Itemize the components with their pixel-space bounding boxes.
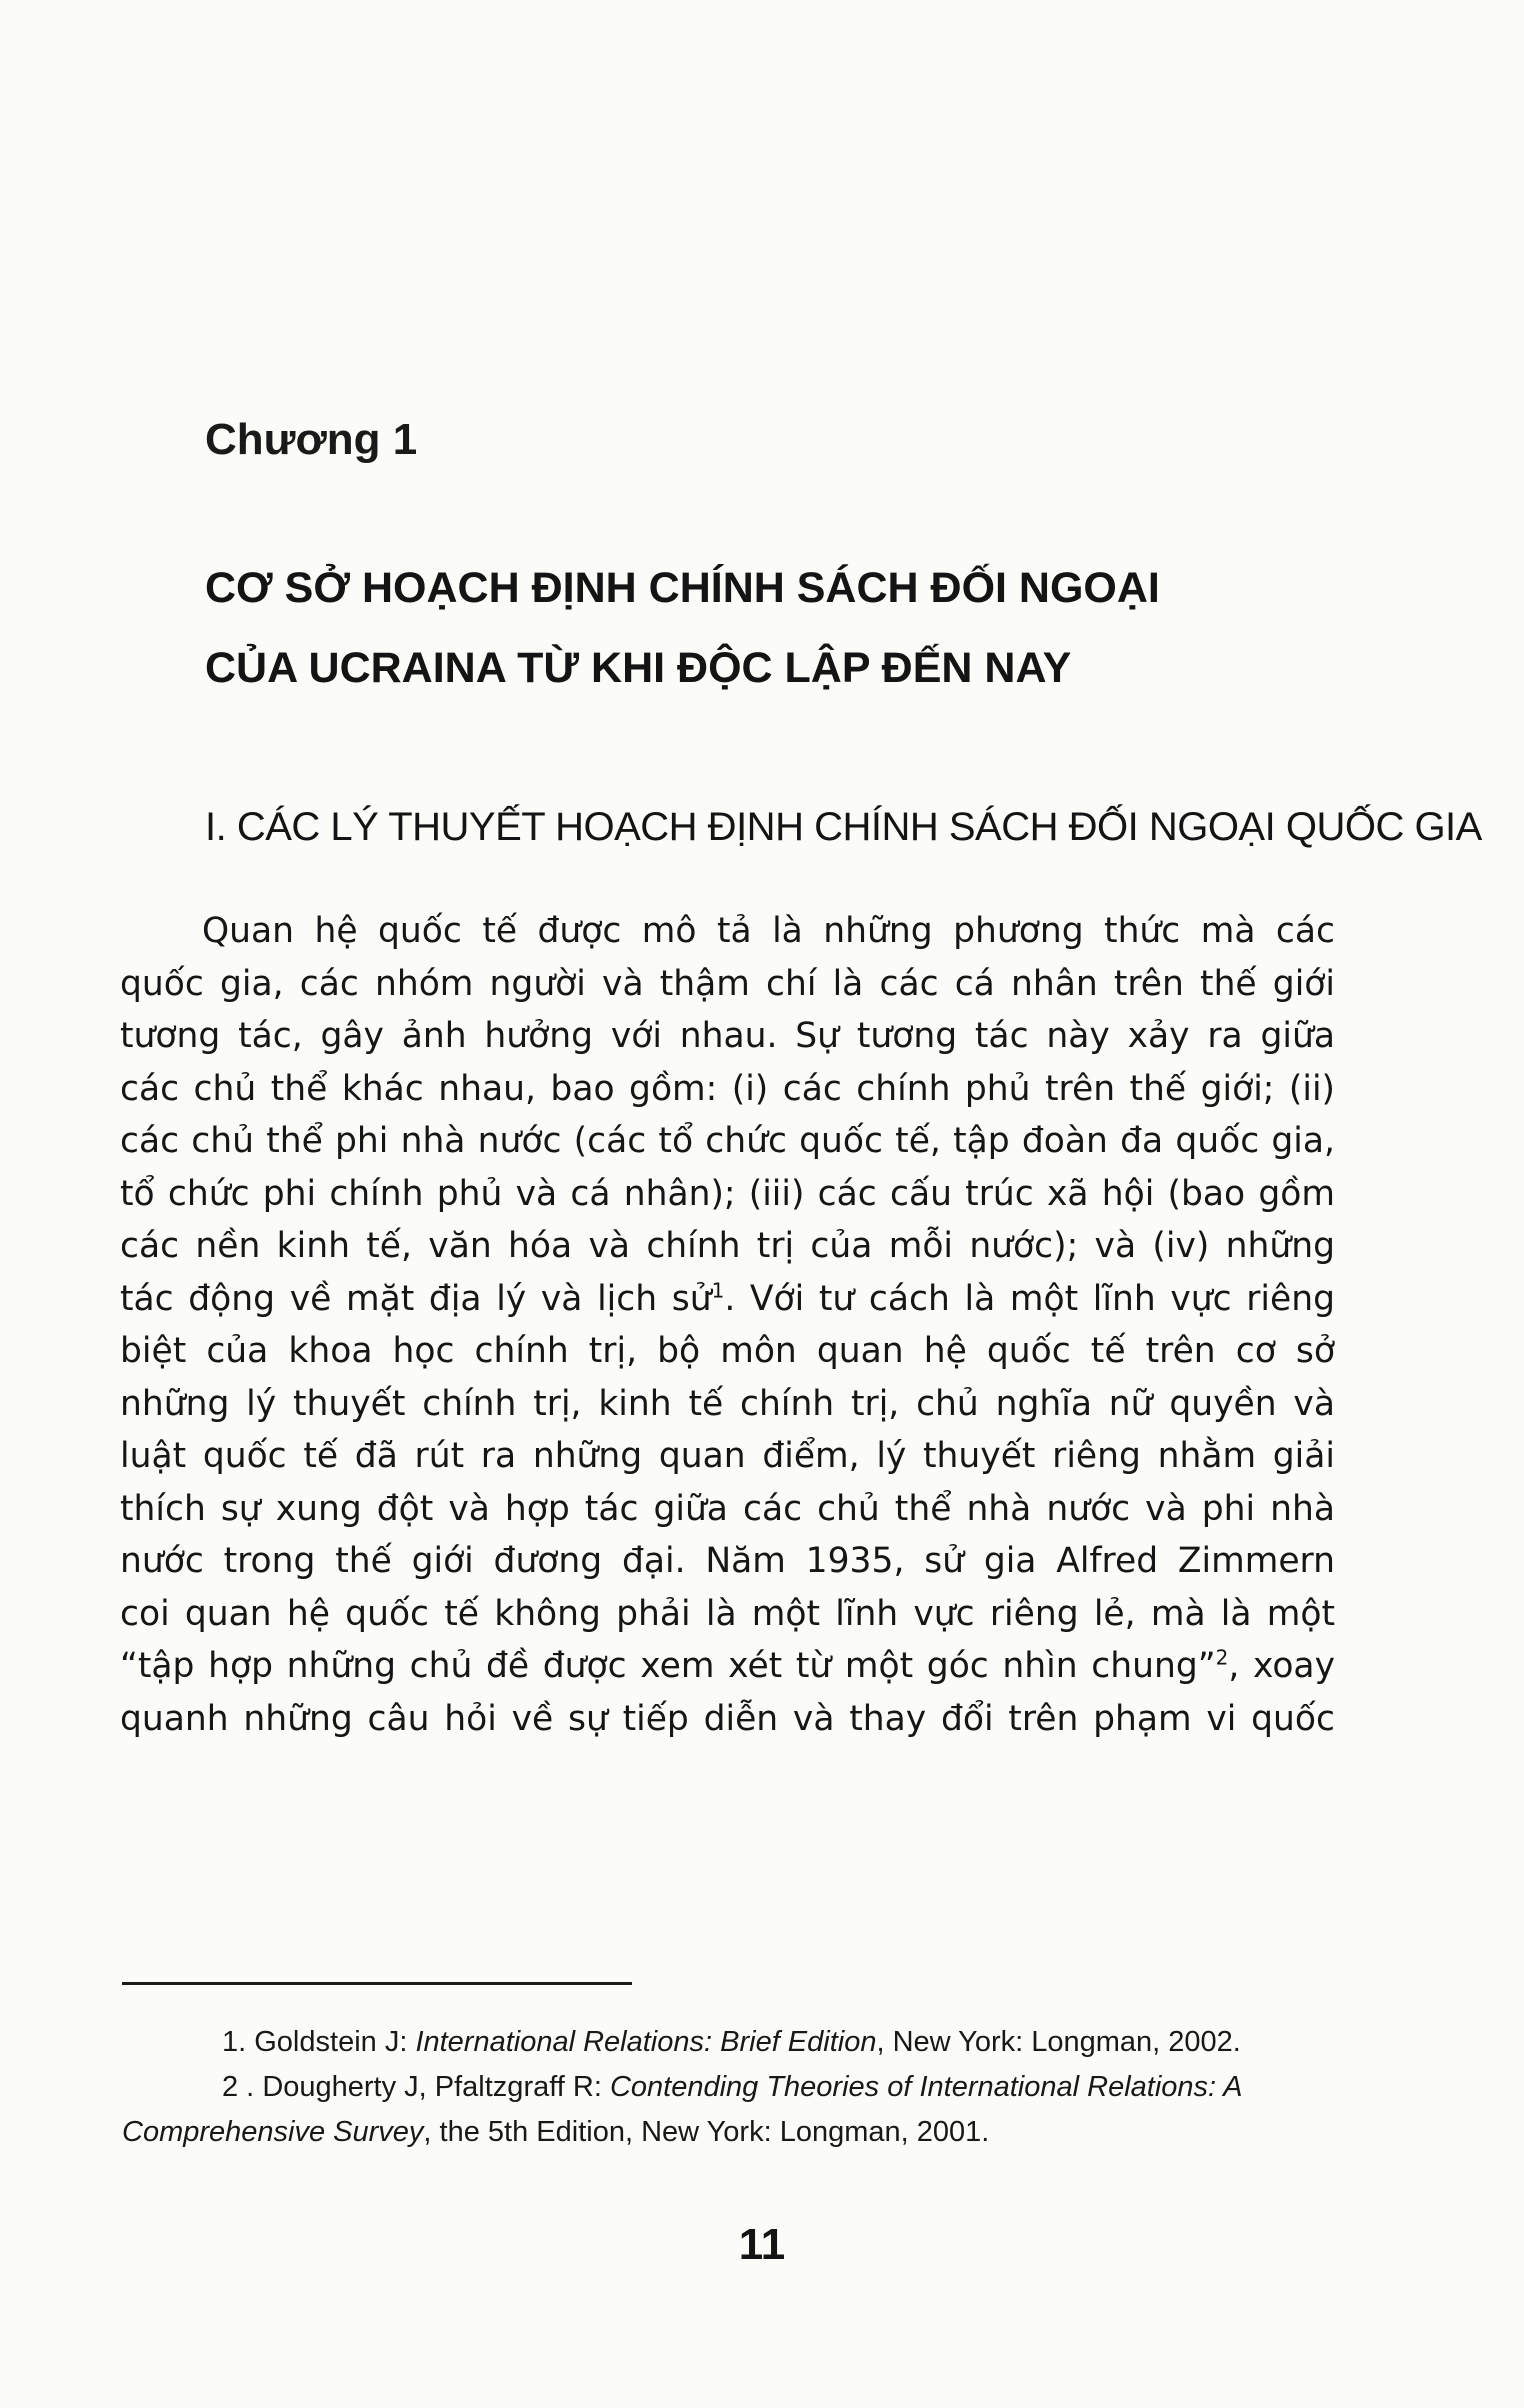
footnote-2 (122, 2065, 1342, 2155)
paragraph-line: quanh những câu hỏi về sự tiếp diễn và thay đổi trên phạm vi quốc (120, 1698, 1335, 1739)
paragraph-line: coi quan hệ quốc tế không phải là một lĩnh vực riêng lẻ, mà là một (120, 1593, 1335, 1634)
footnote-number: 2 . (222, 2071, 255, 2103)
chapter-title (205, 548, 1355, 708)
paragraph-line: các chủ thể phi nhà nước (các tổ chức quốc tế, tập đoàn đa quốc gia, (120, 1121, 1335, 1161)
footnote-author: Dougherty J, Pfaltzgraff R: (262, 2071, 610, 2103)
footnote-publication: , the 5th Edition, New York: Longman, 2001. (423, 2116, 990, 2148)
paragraph-line: nước trong thế giới đương đại. Năm 1935, sử gia Alfred Zimmern (120, 1541, 1335, 1581)
paragraph-line: những lý thuyết chính trị, kinh tế chính trị, chủ nghĩa nữ quyền và (120, 1383, 1335, 1424)
section-heading: I. CÁC LÝ THUYẾT HOẠCH ĐỊNH CHÍNH SÁCH ĐỐI NGOẠI QUỐC GIA (205, 805, 1482, 849)
footnote-divider (122, 1982, 632, 1985)
paragraph-line-part: , xoay (1228, 1646, 1335, 1686)
paragraph-line (120, 1640, 1335, 1693)
footnote-marker-2: 2 (1215, 1645, 1229, 1670)
chapter-label: Chương 1 (205, 415, 418, 464)
paragraph-line: thích sự xung đột và hợp tác giữa các chủ thể nhà nước và phi nhà (120, 1488, 1335, 1529)
footnote-number: 1. (222, 2026, 247, 2058)
paragraph-line-part: tác động về mặt địa lý và lịch sử (120, 1278, 712, 1319)
footnote-title: International Relations: Brief Edition (415, 2026, 877, 2058)
footnote-author: Goldstein J: (254, 2026, 416, 2058)
paragraph-line: luật quốc tế đã rút ra những quan điểm, lý thuyết riêng nhằm giải (120, 1436, 1335, 1476)
footnote-title: Contending Theories of International Relations: A Comprehensive Survey (122, 2071, 1242, 2148)
paragraph-line: các chủ thể khác nhau, bao gồm: (i) các chính phủ trên thế giới; (ii) (120, 1068, 1335, 1109)
paragraph-line: tương tác, gây ảnh hưởng với nhau. Sự tương tác này xảy ra giữa (120, 1016, 1335, 1056)
page-number: 11 (738, 2220, 786, 2269)
paragraph-line-part: “tập hợp những chủ đề được xem xét từ một góc nhìn chung” (120, 1646, 1216, 1686)
footnote-publication: , New York: Longman, 2002. (876, 2026, 1241, 2058)
paragraph-line: Quan hệ quốc tế được mô tả là những phương thức mà các (202, 911, 1335, 951)
paragraph-line: biệt của khoa học chính trị, bộ môn quan hệ quốc tế trên cơ sở (120, 1331, 1335, 1371)
body-paragraph (120, 905, 1335, 1745)
footnotes (122, 2020, 1342, 2155)
footnote-marker-1: 1 (711, 1278, 725, 1302)
paragraph-line: các nền kinh tế, văn hóa và chính trị của mỗi nước); và (iv) những (120, 1226, 1335, 1266)
paragraph-line (120, 1273, 1335, 1326)
paragraph-line: tổ chức phi chính phủ và cá nhân); (iii) các cấu trúc xã hội (bao gồm (120, 1173, 1335, 1214)
footnote-1 (122, 2020, 1342, 2065)
chapter-title-line-1: CƠ SỞ HOẠCH ĐỊNH CHÍNH SÁCH ĐỐI NGOẠI (205, 564, 1160, 612)
paragraph-line: quốc gia, các nhóm người và thậm chí là các cá nhân trên thế giới (120, 963, 1335, 1004)
chapter-title-line-2: CỦA UCRAINA TỪ KHI ĐỘC LẬP ĐẾN NAY (205, 644, 1072, 692)
paragraph-line-part: . Với tư cách là một lĩnh vực riêng (724, 1278, 1335, 1319)
